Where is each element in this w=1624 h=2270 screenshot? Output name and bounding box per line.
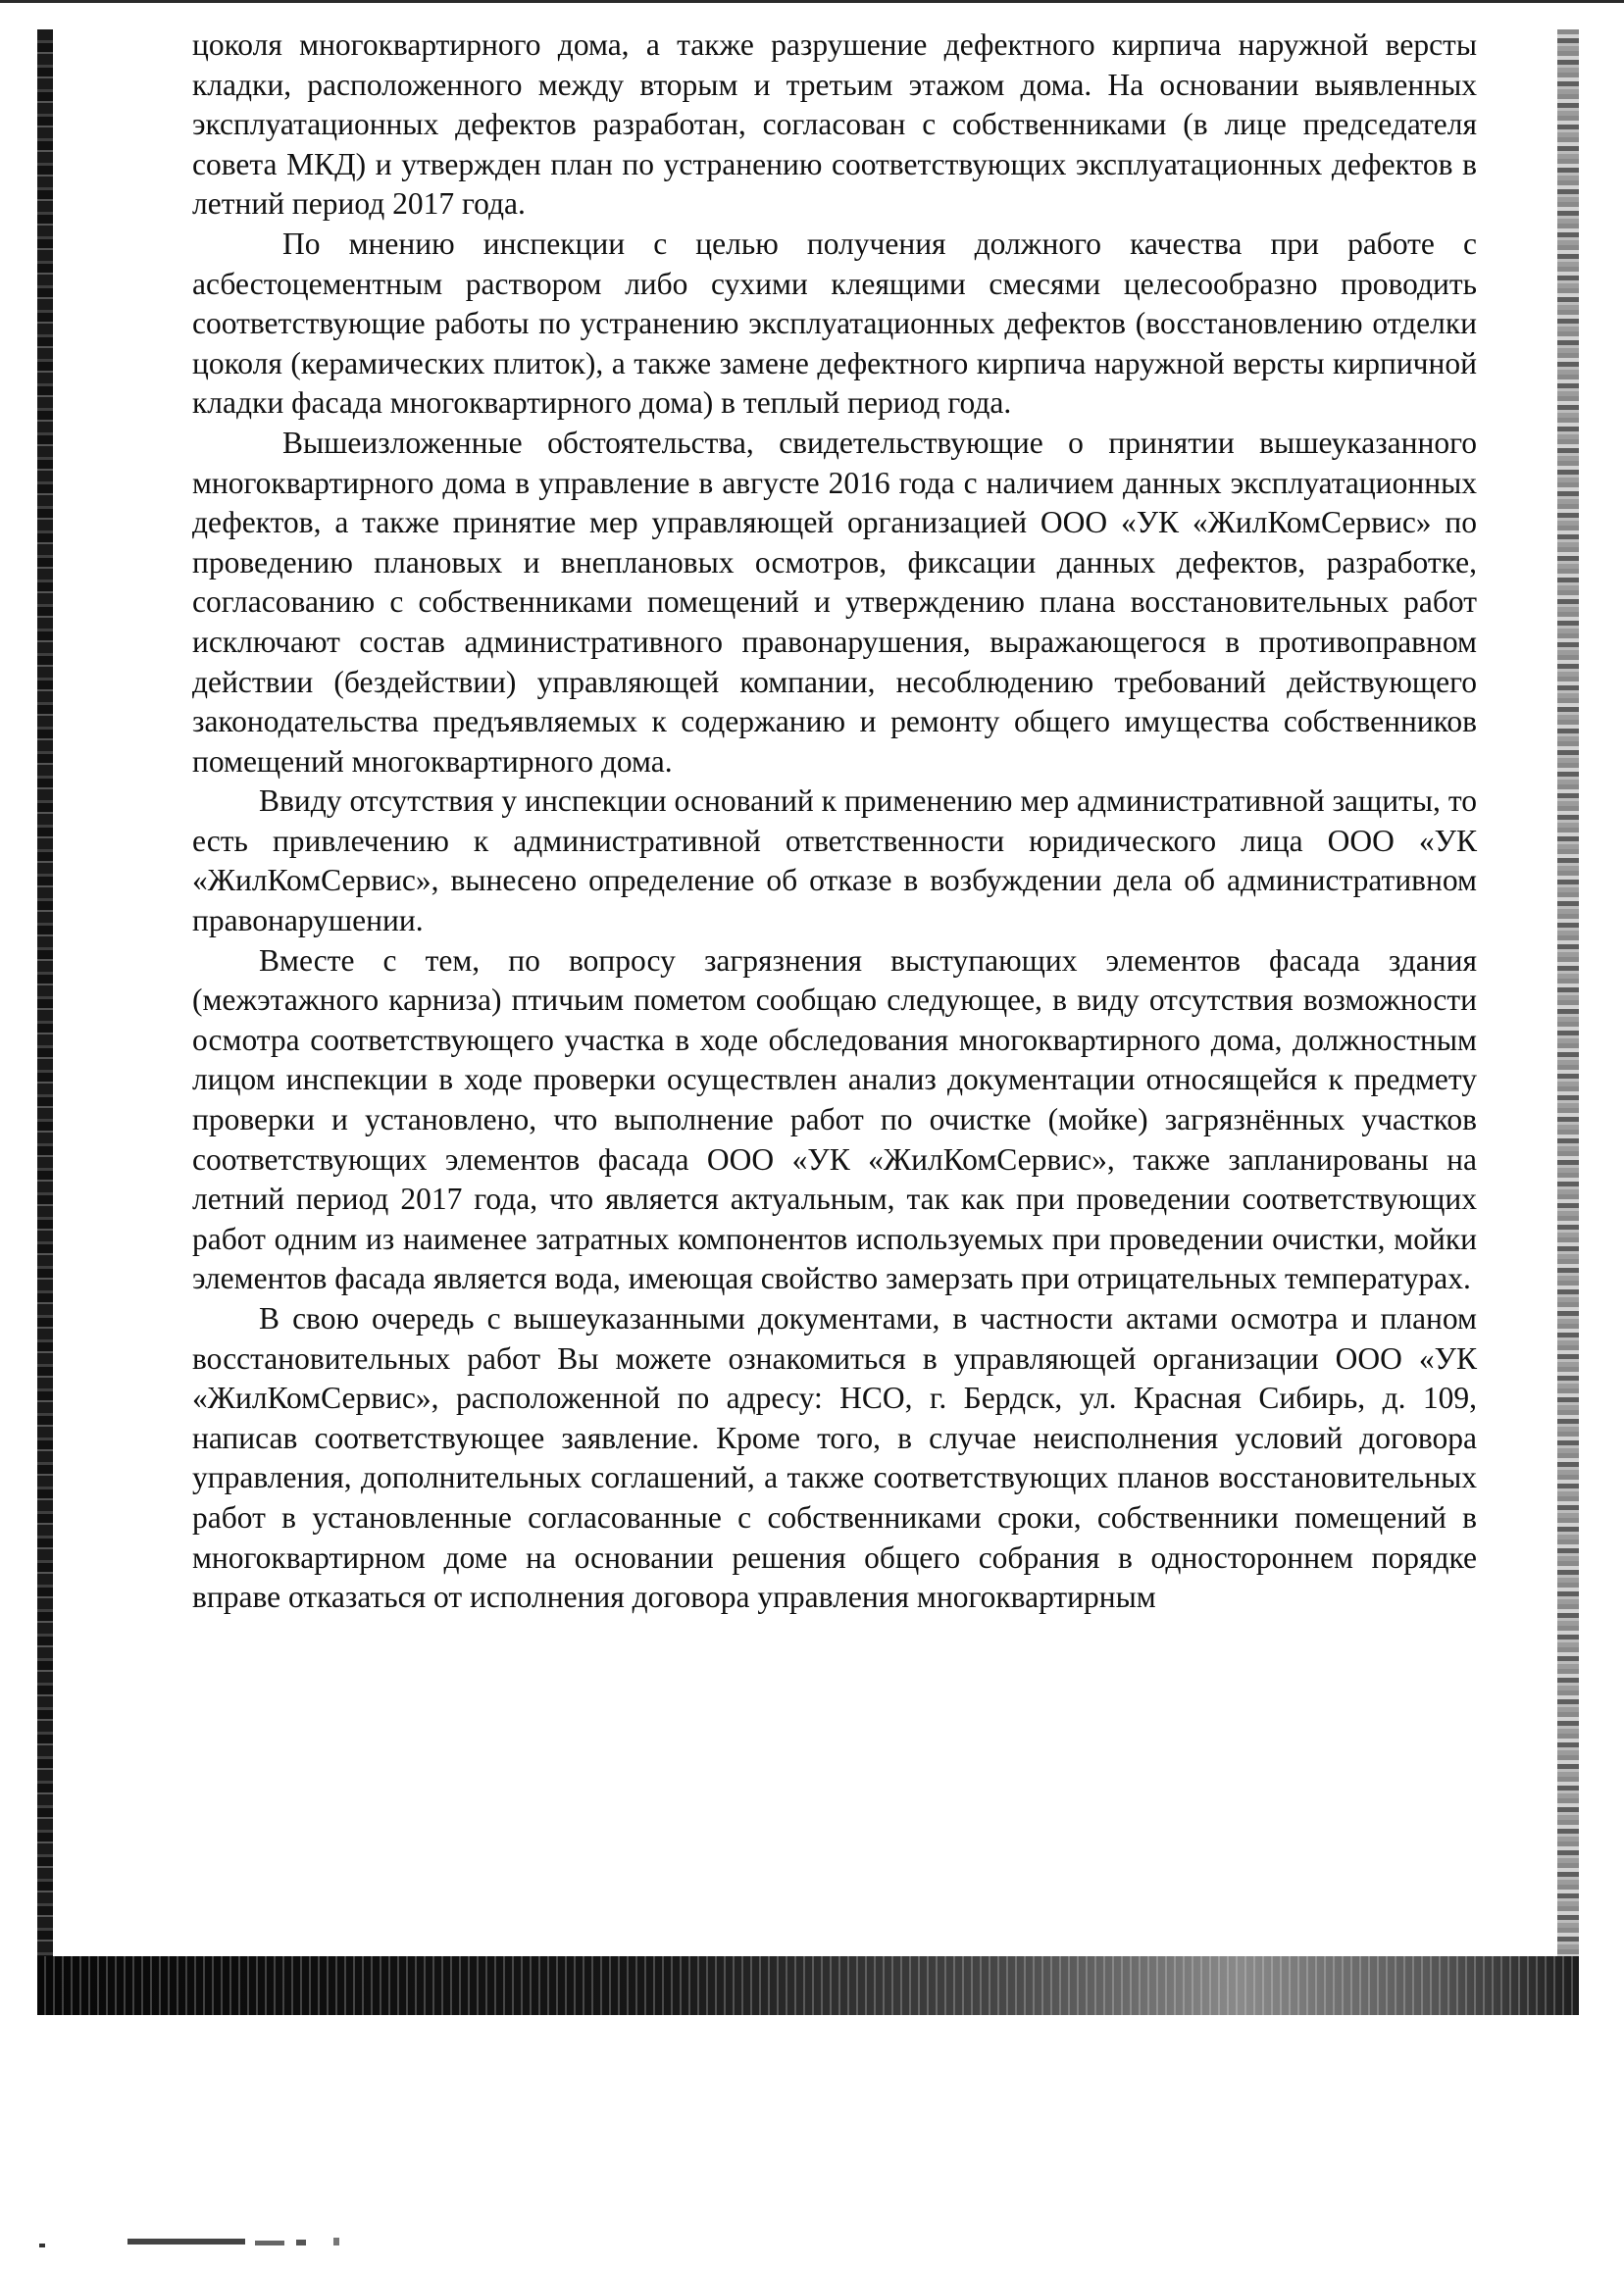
paragraph-facade-cleaning: Вместе с тем, по вопросу загрязнения выступающих элементов фасада здания (межэтажного карниза) птичьим пометом сообщаю следующее, в виду отсутствия возможности осмотра соответствующего участка в ходе обследования многоквартирного дома, должностным лицом инспекции в ходе проверки осуществлен анализ документации относящейся к предмету проверки и установлено, что выполнение работ по очистке (мойке) загрязнённых участков соответствующих элементов фасада ООО «УК «ЖилКомСервис», также запланированы на летний период 2017 года, что является актуальным, так как при проведении соответствующих работ одним из наименее затратных компонентов используемых при проведении очистки, мойки элементов фасада является вода, имеющая свойство замерзать при отрицательных температурах. bbox=[192, 942, 1477, 1296]
document-body bbox=[192, 25, 1477, 1618]
paragraph-continuation: цоколя многоквартирного дома, а также разрушение дефектного кирпича наружной версты кладки, расположенного между вторым и третьим этажом дома. На основании выявленных эксплуатационных дефектов разработан, согласован с собственниками (в лице председателя совета МКД) и утвержден план по устранению соответствующих эксплуатационных дефектов в летний период 2017 года. bbox=[192, 27, 1477, 222]
paragraph-refusal-decision: Ввиду отсутствия у инспекции оснований к применению мер административной защиты, то есть привлечению к административной ответственности юридического лица ООО «УК «ЖилКомСервис», вынесено определение об отказе в возбуждении дела об административном правонарушении. bbox=[192, 783, 1477, 938]
paragraph-documents-access: В свою очередь с вышеуказанными документами, в частности актами осмотра и планом восстановительных работ Вы можете ознакомиться в управляющей организации ООО «УК «ЖилКомСервис», расположенной по адресу: НСО, г. Бердск, ул. Красная Сибирь, д. 109, написав соответствующее заявление. Кроме того, в случае неисполнения условий договора управления, дополнительных соглашений, а также соответствующих планов восстановительных работ в установленные согласованные с собственниками сроки, собственники помещений в многоквартирном доме на основании решения общего собрания в одностороннем порядке вправе отказаться от исполнения договора управления многоквартирным bbox=[192, 1301, 1477, 1615]
scan-left-edge bbox=[37, 29, 53, 1956]
scan-right-edge bbox=[1557, 29, 1579, 2015]
paragraph-inspection-opinion: По мнению инспекции с целью получения должного качества при работе с асбестоцементным раствором либо сухими клеящими смесями целесообразно проводить соответствующие работы по устранению эксплуатационных дефектов (восстановлению отделки цоколя (керамических плиток), а также замене дефектного кирпича наружной версты кирпичной кладки фасада многоквартирного дома) в теплый период года. bbox=[192, 226, 1477, 421]
scan-bottom-edge bbox=[37, 1956, 1579, 2015]
paragraph-circumstances: Вышеизложенные обстоятельства, свидетельствующие о принятии вышеуказанного многоквартирного дома в управление в августе 2016 года с наличием данных эксплуатационных дефектов, а также принятие мер управляющей организацией ООО «УК «ЖилКомСервис» по проведению плановых и внеплановых осмотров, фиксации данных дефектов, разработке, согласованию с собственниками помещений и утверждению плана восстановительных работ исключают состав административного правонарушения, выражающегося в противоправном действии (бездействии) управляющей компании, несоблюдению требований действующего законодательства предъявляемых к содержанию и ремонту общего имущества собственников помещений многоквартирного дома. bbox=[192, 425, 1477, 779]
scan-noise-artifact bbox=[39, 2236, 373, 2249]
scan-top-rule bbox=[0, 0, 1624, 3]
